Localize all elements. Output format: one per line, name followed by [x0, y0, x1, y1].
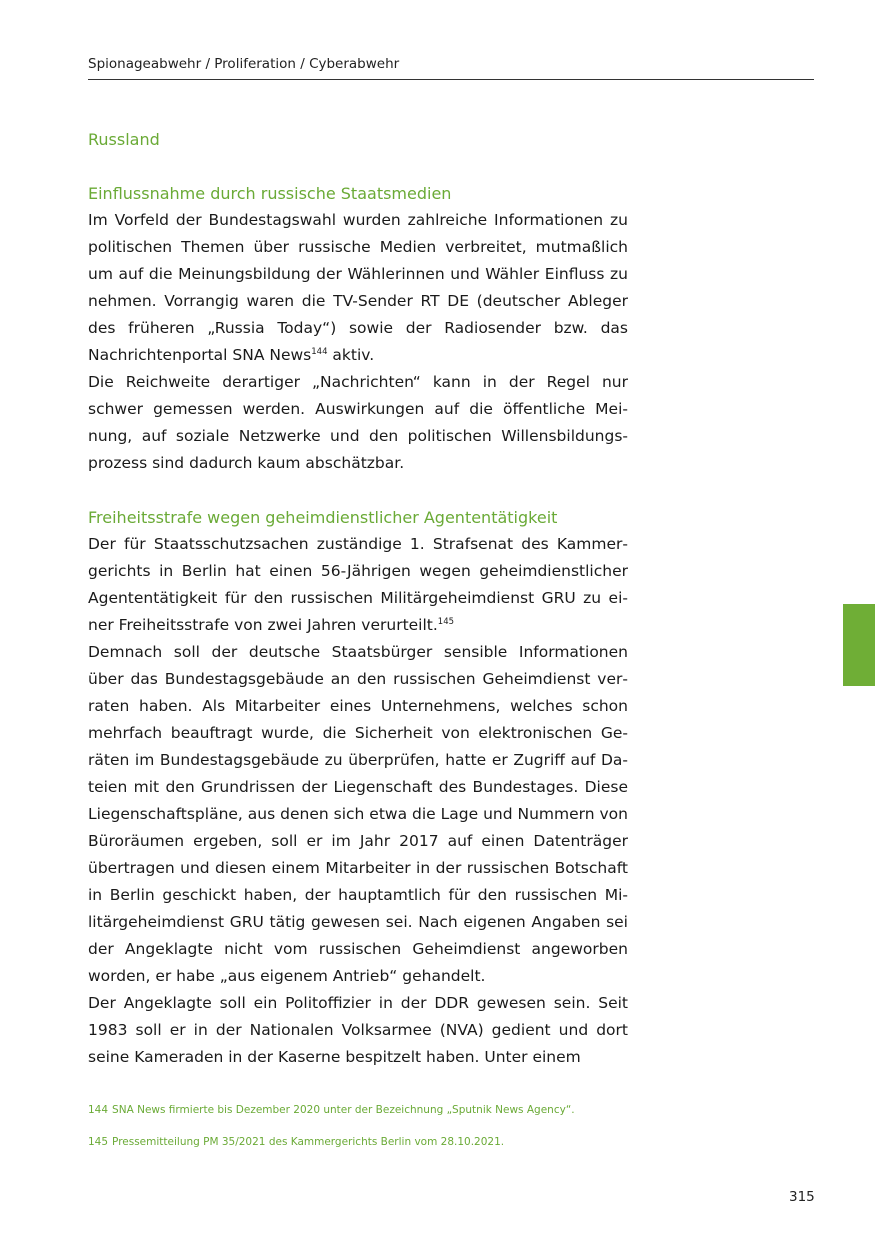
footnote-ref[interactable]: 145	[437, 617, 455, 627]
section-spacer	[88, 477, 628, 504]
footnote	[88, 1102, 708, 1118]
section-title-freiheitsstrafe: Freiheitsstrafe wegen geheimdienstlicher Agententätigkeit	[88, 508, 558, 527]
paragraph: Der Angeklagte soll ein Politoffizier in der DDR gewesen sein. Seit 1983 soll er in der Nationalen Volksarmee (NVA) gedient und dort seine Kameraden in der Kaserne bespitzelt haben. Unter einem	[88, 994, 628, 1066]
running-header: Spionageabwehr / Proliferation / Cyberabwehr	[88, 56, 400, 72]
footnote-number: 144	[88, 1104, 109, 1116]
paragraph: Demnach soll der deutsche Staatsbürger sensible Informationen über das Bundestagsgebäude an den russischen Geheimdienst verraten haben. Als Mitarbeiter eines Unternehmens, welches schon mehrfach beauftragt wurde, die Sicherheit von elektronischen Geräten im Bundestagsgebäude zu überprüfen, hatte er Zugriff auf Dateien mit den Grundrissen der Liegenschaft des Bundestages. Diese Liegenschaftspläne, aus denen sich etwa die Lage und Nummern von Büroräumen ergeben, soll er im Jahr 2017 auf einen Datenträger übertragen und diesen einem Mitarbeiter in der russischen Botschaft in Berlin geschickt haben, der hauptamtlich für den russischen Militärgeheimdienst GRU tätig gewesen sei. Nach eigenen Angaben sei der Angeklagte nicht vom russischen Geheimdienst angeworben worden, er habe „aus eigenem Antrieb“ gehandelt.	[88, 643, 628, 985]
paragraph: Die Reichweite derartiger „Nachrichten“ kann in der Regel nur schwer gemessen werden. Auswirkungen auf die öffentliche Meinung, auf soziale Netzwerke und den politischen Willensbildungsprozess sind dadurch kaum abschätzbar.	[88, 373, 628, 472]
footnote-ref[interactable]: 144	[311, 347, 328, 357]
footnote-number: 145	[88, 1136, 109, 1148]
chapter-tab-marker	[843, 604, 875, 686]
footnote-text: Pressemitteilung PM 35/2021 des Kammergerichts Berlin vom 28.10.2021.	[112, 1136, 505, 1148]
main-content	[88, 126, 628, 1071]
section-title-staatsmedien: Einflussnahme durch russische Staatsmedien	[88, 184, 452, 203]
footnote	[88, 1134, 708, 1150]
page-number: 315	[789, 1189, 815, 1205]
paragraph: Der für Staatsschutzsachen zuständige 1. Strafsenat des Kammergerichts in Berlin hat einen 56-Jährigen wegen geheimdienstlicher Agententätigkeit für den russischen Militärgeheimdienst GRU zu einer Freiheitsstrafe von zwei Jahren verurteilt.$^{145}$	[88, 535, 628, 634]
chapter-title: Russland	[88, 130, 160, 149]
header-rule	[88, 79, 814, 80]
footnotes	[88, 1102, 708, 1166]
paragraph: Im Vorfeld der Bundestagswahl wurden zahlreiche Informationen zu politischen Themen über russische Medien verbreitet, mutmaßlich um auf die Meinungsbildung der Wählerinnen und Wähler Einfluss zu nehmen. Vorrangig waren die TV-Sender RT DE (deutscher Ableger des früheren „Russia Today“) sowie der Radiosender bzw. das Nachrichtenportal SNA News$^{144}$ aktiv.	[88, 211, 628, 364]
footnote-text: SNA News firmierte bis Dezember 2020 unter der Bezeichnung „Sputnik News Agency“.	[112, 1104, 575, 1116]
